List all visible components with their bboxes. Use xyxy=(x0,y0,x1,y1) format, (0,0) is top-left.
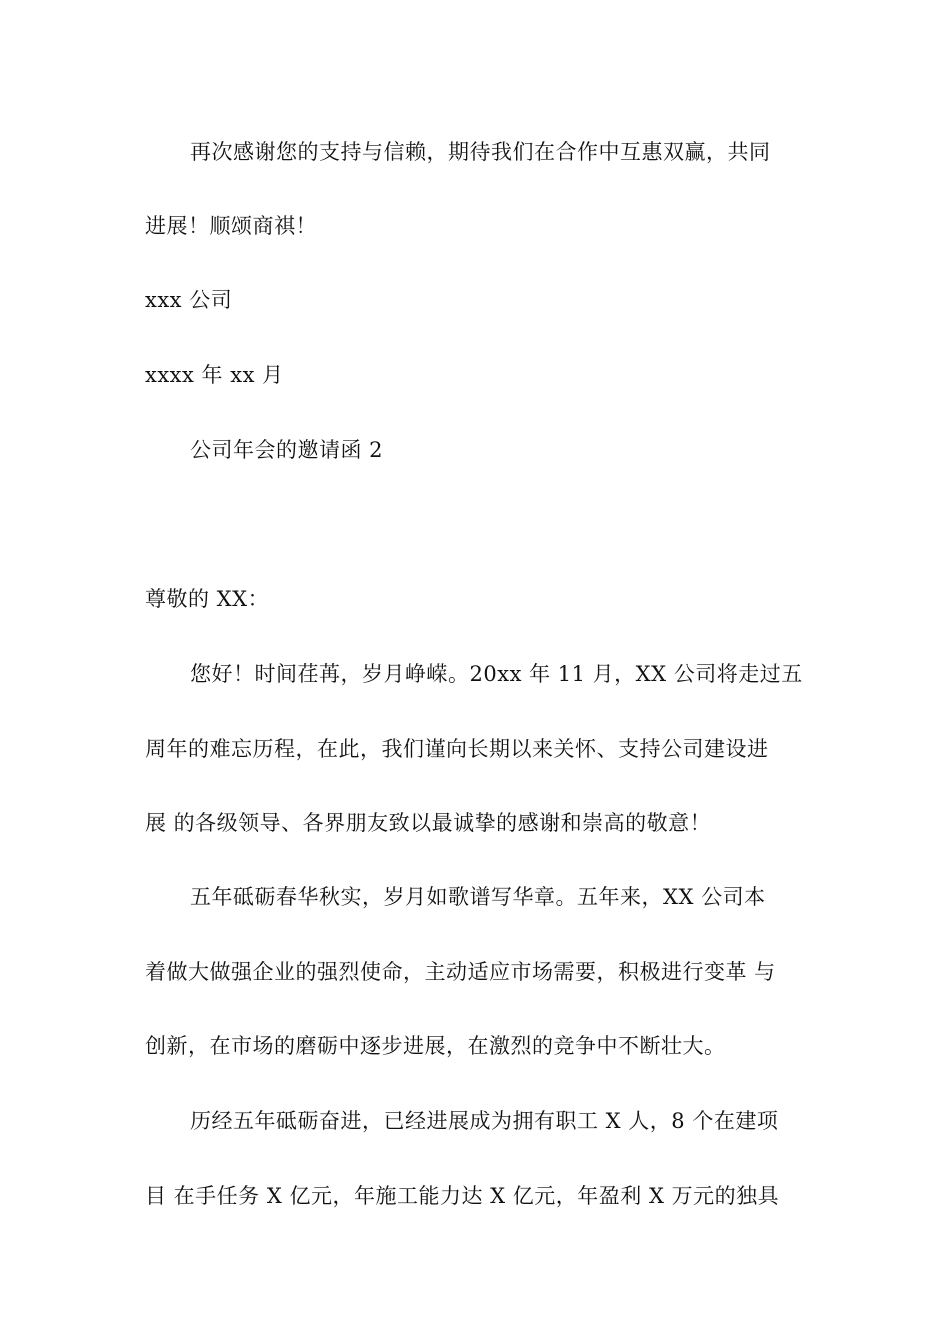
section-title: 公司年会的邀请函 2 xyxy=(190,438,384,462)
text-line-9: 展 的各级领导、各界朋友致以最诚挚的感谢和崇高的敬意！ xyxy=(145,811,712,835)
text-line-8: 周年的难忘历程，在此，我们谨向长期以来关怀、支持公司建设进 xyxy=(145,737,769,761)
text-line-12: 创新，在市场的磨砺中逐步进展，在激烈的竞争中不断壮大。 xyxy=(145,1034,726,1058)
text-line-1: 再次感谢您的支持与信赖，期待我们在合作中互惠双赢，共同 xyxy=(190,140,771,164)
sender-date: xxxx 年 xx 月 xyxy=(145,363,284,387)
text-line-2: 进展！顺颂商祺！ xyxy=(145,214,317,238)
salutation: 尊敬的 XX： xyxy=(145,587,270,611)
text-line-14: 目 在手任务 X 亿元，年施工能力达 X 亿元，年盈利 X 万元的独具 xyxy=(145,1184,780,1208)
text-line-7: 您好！时间荏苒，岁月峥嵘。20xx 年 11 月，XX 公司将走过五 xyxy=(190,662,803,686)
text-line-13: 历经五年砥砺奋进，已经进展成为拥有职工 X 人，8 个在建项 xyxy=(190,1109,779,1133)
text-line-10: 五年砥砺春华秋实，岁月如歌谱写华章。五年来，XX 公司本 xyxy=(190,885,766,909)
text-line-11: 着做大做强企业的强烈使命，主动适应市场需要，积极进行变革 与 xyxy=(145,960,776,984)
sender-company: xxx 公司 xyxy=(145,288,233,312)
